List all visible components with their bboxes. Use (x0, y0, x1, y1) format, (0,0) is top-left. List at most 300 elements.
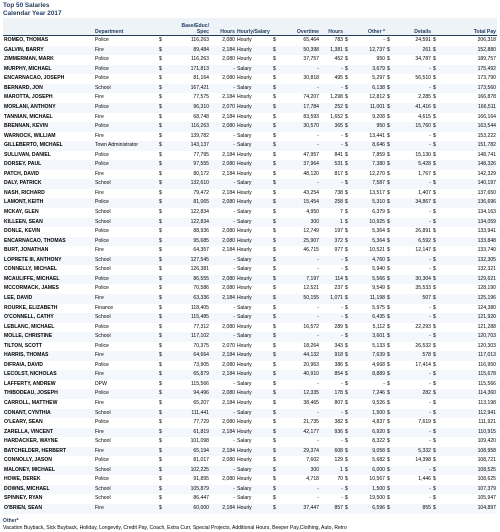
cell-name: WARNOCK, WILLIAM (4, 132, 56, 139)
cell-department: Police (95, 476, 109, 483)
cell-ot-hours: 841 (334, 151, 343, 158)
currency-symbol: $ (387, 170, 390, 177)
cell-base (158, 418, 210, 428)
cell-other (344, 74, 386, 84)
cell-overtime-value: 16,572 (303, 323, 319, 330)
cell-other (344, 342, 386, 352)
cell-details-value: - (429, 266, 431, 273)
cell-department: Fire (94, 46, 158, 56)
currency-symbol: $ (345, 419, 348, 426)
cell-total (432, 84, 497, 94)
cell-other-value: 5,112 (372, 323, 385, 330)
cell-overtime-value: 4,718 (306, 476, 319, 483)
cell-overtime (272, 179, 320, 189)
cell-name: DOWNS, MICHAEL (3, 485, 94, 495)
currency-symbol: $ (345, 199, 348, 206)
currency-symbol: $ (345, 56, 348, 63)
cell-department: School (95, 266, 111, 273)
currency-symbol: $ (273, 113, 276, 120)
cell-department: School (94, 332, 158, 342)
cell-base (158, 198, 210, 208)
cell-hours: - (233, 209, 235, 216)
cell-hourly-salary: Salary (237, 132, 252, 139)
cell-other (344, 122, 386, 132)
cell-base (158, 160, 210, 170)
cell-details (386, 198, 432, 208)
currency-symbol: $ (345, 37, 348, 44)
cell-total (432, 304, 497, 314)
cell-details (386, 227, 432, 237)
cell-hourly-salary: Hourly (237, 457, 252, 464)
currency-symbol: $ (387, 419, 390, 426)
cell-overtime (272, 93, 320, 103)
currency-symbol: $ (159, 285, 162, 292)
cell-details-value: 261 (422, 46, 431, 53)
cell-name: MCKAY, GLEN (4, 209, 39, 216)
cell-details (386, 313, 432, 323)
cell-hourly-salary: Salary (236, 141, 272, 151)
cell-hourly-salary: Hourly (237, 342, 252, 349)
cell-other-value: 3,601 (372, 333, 385, 340)
cell-total-value: 120,703 (477, 333, 496, 340)
cell-hours: 2,184 (222, 399, 235, 406)
cell-ot-hours: - (320, 179, 344, 189)
cell-ot-hours: 1,381 (320, 46, 344, 56)
cell-hours: 2,080 (222, 419, 235, 426)
currency-symbol: $ (273, 314, 276, 321)
table-row (3, 93, 497, 103)
table-row (3, 313, 497, 323)
cell-name: DIFRAIA, DAVID (4, 361, 43, 368)
currency-symbol: $ (273, 457, 276, 464)
cell-other-value: 19,500 (369, 495, 385, 502)
cell-base-value: 118,405 (190, 304, 209, 311)
cell-overtime-value: 15,454 (303, 199, 319, 206)
cell-hourly-salary: Hourly (236, 351, 272, 361)
cell-name: CONNELLY, MICHAEL (4, 266, 58, 273)
cell-overtime-value: 20,963 (303, 361, 319, 368)
cell-other (344, 113, 386, 123)
cell-base-value: 111,441 (191, 409, 209, 416)
cell-total-value: 111,921 (478, 419, 496, 426)
cell-details-value: 30,304 (415, 275, 431, 282)
currency-symbol: $ (433, 142, 436, 149)
currency-symbol: $ (433, 371, 436, 378)
footnote-text: Vacation Buyback, Sick Buyback, Holiday, Longevity, Credit Pay, Coach, Extra Curr, Special Projects, Additional Hours, Beeper Pay,Clothing, Auto, Retro (3, 524, 347, 531)
cell-overtime (272, 55, 320, 65)
currency-symbol: $ (159, 304, 162, 311)
currency-symbol: $ (159, 294, 162, 301)
cell-overtime-value: - (317, 266, 319, 273)
currency-symbol: $ (273, 132, 276, 139)
cell-department: Fire (94, 428, 158, 438)
currency-symbol: $ (273, 104, 276, 111)
cell-other (344, 389, 386, 399)
col-total-header: Total Pay (432, 18, 497, 36)
currency-symbol: $ (387, 361, 390, 368)
cell-total (432, 389, 497, 399)
cell-other (344, 132, 386, 142)
cell-total-value: 136,696 (477, 199, 496, 206)
cell-hours: 2,080 (210, 275, 236, 285)
cell-total-value: 125,196 (477, 294, 496, 301)
cell-ot-hours: 7 (340, 209, 343, 216)
cell-details (386, 351, 432, 361)
cell-other-value: 7,380 (372, 161, 385, 168)
cell-other-value: 5,566 (372, 275, 385, 282)
cell-base (158, 304, 210, 314)
cell-base-value: 81,164 (193, 75, 209, 82)
currency-symbol: $ (433, 504, 436, 511)
cell-base (158, 208, 210, 218)
cell-total-value: 153,222 (477, 132, 496, 139)
cell-total-value: 140,197 (477, 180, 496, 187)
cell-hourly-salary: Hourly (236, 46, 272, 56)
cell-overtime-value: 43,254 (303, 189, 319, 196)
cell-overtime (272, 284, 320, 294)
currency-symbol: $ (387, 390, 390, 397)
cell-details-value: 5,332 (418, 447, 431, 454)
cell-ot-hours: - (341, 266, 343, 273)
currency-symbol: $ (159, 123, 162, 130)
cell-total-value: 151,782 (477, 142, 496, 149)
cell-total (432, 218, 497, 228)
cell-other (344, 437, 386, 447)
cell-hourly-salary: Salary (236, 332, 272, 342)
cell-details (386, 189, 432, 199)
currency-symbol: $ (159, 256, 162, 263)
currency-symbol: $ (345, 438, 348, 445)
currency-symbol: $ (345, 104, 348, 111)
currency-symbol: $ (345, 476, 348, 483)
currency-symbol: $ (273, 361, 276, 368)
table-row (3, 141, 497, 151)
currency-symbol: $ (159, 132, 162, 139)
cell-total-value: 129,621 (477, 275, 496, 282)
table-row (3, 485, 497, 495)
cell-details-value: 34,787 (415, 56, 431, 63)
cell-base (158, 36, 210, 46)
cell-hourly-salary: Salary (236, 84, 272, 94)
cell-overtime-value: 47,957 (303, 151, 319, 158)
cell-base-value: 73,905 (193, 361, 209, 368)
cell-ot-hours: - (320, 65, 344, 75)
cell-other (344, 504, 386, 514)
currency-symbol: $ (273, 285, 276, 292)
cell-ot-hours: - (320, 256, 344, 266)
currency-symbol: $ (273, 428, 276, 435)
cell-base-value: 96,310 (193, 104, 209, 111)
cell-department: School (94, 179, 158, 189)
cell-overtime (272, 151, 320, 161)
cell-hours: 2,080 (222, 56, 235, 63)
currency-symbol: $ (345, 142, 348, 149)
cell-name: MORLANI, ANTHONY (3, 103, 94, 113)
cell-ot-hours: 738 (334, 189, 343, 196)
col-hours-header: Hours (210, 18, 236, 36)
cell-total (432, 284, 497, 294)
cell-overtime (272, 227, 320, 237)
cell-details-value: - (429, 438, 431, 445)
cell-other-value: 10,925 (369, 218, 385, 225)
cell-hours: 2,080 (222, 228, 235, 235)
cell-overtime (272, 494, 320, 504)
cell-total (432, 141, 497, 151)
cell-total (432, 122, 497, 132)
cell-hours: 2,184 (210, 294, 236, 304)
cell-other (344, 409, 386, 419)
cell-ot-hours: 854 (320, 370, 344, 380)
currency-symbol: $ (433, 428, 436, 435)
cell-name: O'CONNELL, CATHY (3, 313, 94, 323)
report-title-line1: Top 50 Salaries (3, 2, 50, 9)
cell-total-value: 107,379 (477, 485, 496, 492)
cell-base-value: 65,194 (193, 447, 209, 454)
currency-symbol: $ (345, 275, 348, 282)
cell-details (386, 237, 432, 247)
currency-symbol: $ (159, 209, 162, 216)
cell-base (158, 103, 210, 113)
cell-department: Finance (95, 304, 114, 311)
cell-other (344, 198, 386, 208)
cell-base (158, 113, 210, 123)
cell-base-value: 91,895 (193, 476, 209, 483)
cell-ot-hours: 783 (334, 37, 343, 44)
cell-total-value: 166,878 (477, 94, 496, 101)
cell-base-value: 77,312 (193, 323, 209, 330)
cell-details (386, 246, 432, 256)
cell-other (344, 256, 386, 266)
cell-details-value: - (429, 304, 431, 311)
cell-hourly-salary: Hourly (236, 103, 272, 113)
currency-symbol: $ (387, 314, 390, 321)
currency-symbol: $ (159, 75, 162, 82)
cell-other-value: 12,737 (369, 46, 385, 53)
cell-total-value: 189,757 (477, 56, 496, 63)
cell-base (158, 399, 210, 409)
cell-name: MCCORMACK, JAMES (4, 285, 59, 292)
currency-symbol: $ (433, 275, 436, 282)
currency-symbol: $ (345, 123, 348, 130)
cell-total (432, 237, 497, 247)
currency-symbol: $ (159, 180, 162, 187)
currency-symbol: $ (345, 428, 348, 435)
cell-other-value: - (383, 37, 385, 44)
cell-details-value: 12,147 (415, 247, 431, 254)
cell-total-value: 115,678 (477, 371, 496, 378)
cell-name: TANNIAN, MICHAEL (4, 113, 53, 120)
cell-other-value: 5,940 (372, 266, 385, 273)
cell-hours: 2,184 (222, 94, 235, 101)
currency-symbol: $ (433, 333, 436, 340)
cell-other (344, 218, 386, 228)
cell-base-value: 132,610 (190, 180, 209, 187)
currency-symbol: $ (387, 180, 390, 187)
cell-other-value: 4,760 (372, 256, 385, 263)
cell-details (386, 74, 432, 84)
currency-symbol: $ (273, 170, 276, 177)
cell-hourly-salary: Hourly (236, 447, 272, 457)
cell-hourly-salary: Hourly (237, 399, 252, 406)
cell-hours: 2,184 (210, 351, 236, 361)
cell-total-value: 109,420 (477, 438, 496, 445)
cell-total (432, 428, 497, 438)
cell-department: Police (95, 342, 109, 349)
cell-overtime (272, 103, 320, 113)
currency-symbol: $ (387, 104, 390, 111)
cell-details-value: 24,591 (415, 37, 431, 44)
cell-details-value: 1,767 (418, 170, 431, 177)
cell-overtime-value: 17,784 (303, 104, 319, 111)
cell-details (386, 265, 432, 275)
cell-base (158, 494, 210, 504)
table-row (3, 132, 497, 142)
cell-base-value: 102,225 (190, 466, 209, 473)
currency-symbol: $ (159, 504, 162, 511)
currency-symbol: $ (345, 266, 348, 273)
currency-symbol: $ (387, 151, 390, 158)
currency-symbol: $ (345, 323, 348, 330)
cell-details (386, 323, 432, 333)
cell-base (158, 151, 210, 161)
cell-ot-hours: 1,298 (330, 94, 343, 101)
currency-symbol: $ (433, 132, 436, 139)
currency-symbol: $ (387, 256, 390, 263)
cell-other (344, 361, 386, 371)
col-base-header-line2: Spec (196, 28, 209, 35)
cell-total-value: 112,941 (477, 409, 496, 416)
cell-base-value: 127,545 (190, 256, 209, 263)
cell-department: Fire (94, 370, 158, 380)
currency-symbol: $ (159, 495, 162, 502)
currency-symbol: $ (273, 409, 276, 416)
cell-hourly-salary: Hourly (236, 504, 272, 514)
cell-hours: - (210, 65, 236, 75)
cell-name: LOPRETE III, ANTHONY (3, 256, 94, 266)
cell-hourly-salary: Hourly (237, 56, 252, 63)
cell-overtime-value: 65,464 (303, 37, 319, 44)
cell-name: CARROLL, MATTHEW (4, 399, 58, 406)
cell-details-value: 35,533 (415, 285, 431, 292)
cell-details-value: - (429, 333, 431, 340)
cell-other (344, 93, 386, 103)
cell-base-value: 89,484 (193, 46, 209, 53)
cell-other (344, 370, 386, 380)
currency-symbol: $ (159, 323, 162, 330)
col-base-header-line1: Base/Educ/ (181, 23, 209, 29)
cell-department: Police (94, 65, 158, 75)
cell-details (386, 208, 432, 218)
cell-hours: 2,184 (222, 113, 235, 120)
cell-name: BRENNAN, KEVIN (3, 122, 94, 132)
currency-symbol: $ (159, 46, 162, 53)
table-row (3, 494, 497, 504)
cell-ot-hours: - (320, 485, 344, 495)
table-row (3, 466, 497, 476)
cell-ot-hours: 372 (320, 237, 344, 247)
cell-ot-hours: 936 (320, 428, 344, 438)
cell-overtime-value: - (317, 256, 319, 263)
currency-symbol: $ (387, 438, 390, 445)
currency-symbol: $ (273, 342, 276, 349)
cell-other (344, 170, 386, 180)
cell-total (432, 113, 497, 123)
cell-hours: 2,080 (210, 237, 236, 247)
cell-base (158, 122, 210, 132)
currency-symbol: $ (159, 56, 162, 63)
cell-overtime-value: 37,964 (303, 161, 319, 168)
cell-overtime-value: 4,950 (306, 209, 319, 216)
currency-symbol: $ (345, 151, 348, 158)
currency-symbol: $ (387, 75, 390, 82)
cell-base (158, 351, 210, 361)
currency-symbol: $ (159, 466, 162, 473)
currency-symbol: $ (159, 419, 162, 426)
cell-details (386, 437, 432, 447)
cell-base-value: 64,664 (193, 352, 209, 359)
currency-symbol: $ (345, 170, 348, 177)
cell-total-value: 137,650 (477, 189, 496, 196)
cell-total (432, 265, 497, 275)
cell-hourly-salary: Hourly (237, 361, 252, 368)
cell-hours: - (233, 438, 235, 445)
currency-symbol: $ (433, 161, 436, 168)
currency-symbol: $ (345, 256, 348, 263)
currency-symbol: $ (387, 46, 390, 53)
currency-symbol: $ (433, 314, 436, 321)
cell-details-value: - (429, 380, 431, 387)
cell-other (344, 141, 386, 151)
currency-symbol: $ (345, 218, 348, 225)
currency-symbol: $ (387, 123, 390, 130)
currency-symbol: $ (433, 485, 436, 492)
cell-details-value: - (429, 466, 431, 473)
cell-department: DPW (95, 380, 107, 387)
cell-details (386, 218, 432, 228)
cell-other-value: 8,889 (372, 371, 385, 378)
cell-base-value: 116,263 (190, 37, 209, 44)
cell-hours: 2,080 (210, 160, 236, 170)
cell-name: DORSEY, PAUL (3, 160, 94, 170)
cell-department: Police (95, 419, 109, 426)
cell-ot-hours: - (320, 84, 344, 94)
cell-other (344, 428, 386, 438)
cell-total (432, 208, 497, 218)
cell-name: MOLLE, CHRISTINE (3, 332, 94, 342)
cell-overtime-value: 12,749 (303, 228, 319, 235)
cell-details-value: - (429, 65, 431, 72)
cell-base-value: 68,748 (193, 113, 209, 120)
cell-details (386, 65, 432, 75)
cell-details-value: - (429, 209, 431, 216)
currency-symbol: $ (159, 228, 162, 235)
cell-overtime (272, 84, 320, 94)
currency-symbol: $ (273, 323, 276, 330)
table-row (3, 208, 497, 218)
cell-department: School (94, 256, 158, 266)
cell-overtime-value: - (317, 409, 319, 416)
cell-total (432, 294, 497, 304)
currency-symbol: $ (273, 94, 276, 101)
cell-base-value: 79,472 (193, 189, 209, 196)
cell-hourly-salary: Salary (236, 409, 272, 419)
cell-department: Fire (95, 399, 104, 406)
table-row (3, 237, 497, 247)
cell-ot-hours: - (320, 409, 344, 419)
table-row (3, 227, 497, 237)
cell-department: School (94, 409, 158, 419)
cell-overtime-value: 74,207 (303, 94, 319, 101)
